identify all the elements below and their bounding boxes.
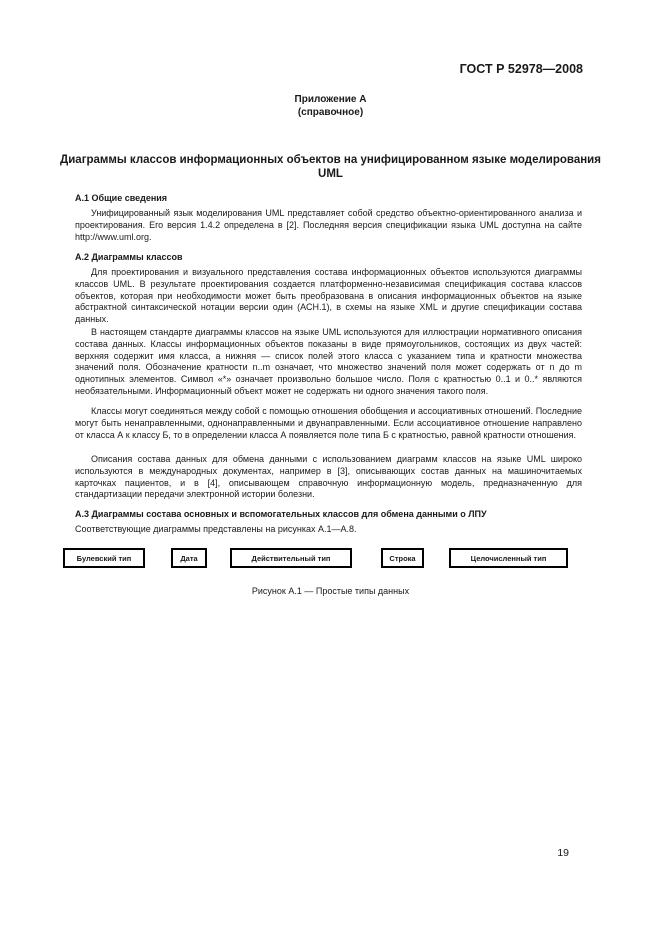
annex-heading bbox=[0, 93, 661, 119]
section-heading-a3: А.3 Диаграммы состава основных и вспомогательных классов для обмена данными о ЛПУ bbox=[75, 509, 487, 519]
paragraph-a2-2: В настоящем стандарте диаграммы классов на языке UML используются для иллюстрации нормативного описания состава данных. Классы информационных объектов показаны в виде прямоугольников, состоящих из двух частей: верхняя содержит имя класса, а нижняя — список полей этого класса с указанием типа и кратности множества значений поля. Обозначение кратности n..m означает, что множество значений поля может содержать от n до m однотипных элементов. Символ «*» означает произвольно большое число. Поля с кратностью 0..1 и 0..* являются необязательными. Информационный объект может не содержать ни одного значения такого поля. bbox=[75, 327, 582, 396]
type-box-string: Строка bbox=[381, 548, 424, 568]
document-title: Диаграммы классов информационных объектов на унифицированном языке моделирования UML bbox=[60, 154, 601, 180]
annex-title: Приложение А bbox=[294, 94, 367, 105]
type-box-boolean: Булевский тип bbox=[63, 548, 145, 568]
type-box-integer: Целочисленный тип bbox=[449, 548, 568, 568]
paragraph-a3-1: Соответствующие диаграммы представлены на рисунках А.1—А.8. bbox=[75, 524, 357, 534]
section-heading-a1: А.1 Общие сведения bbox=[75, 193, 168, 203]
simple-types-diagram bbox=[0, 548, 661, 572]
paragraph-a2-3: Классы могут соединяться между собой с помощью отношения обобщения и ассоциативных отношений. Последние могут быть ненаправленными, однонаправленными и двунаправленными. Если ассоциативное отношение направлено от класса А к классу Б, то в определении класса А появляется поле типа Б с кратностью, равной кратности отношения. bbox=[75, 406, 582, 440]
standard-designation: ГОСТ Р 52978—2008 bbox=[459, 62, 583, 76]
section-heading-a2: А.2 Диаграммы классов bbox=[75, 252, 183, 262]
paragraph-a2-1: Для проектирования и визуального представления состава информационных объектов используются диаграммы классов UML. В результате проектирования создается платформенно-независимая спецификация состава классов объектов, которая при необходимости может быть преобразована в описания информационных объектов на языке абстрактной синтаксической нотации версии один (АСН.1), в схемы на языке XML и другие спецификации состава данных. bbox=[75, 267, 582, 325]
page-number: 19 bbox=[557, 847, 569, 859]
annex-note: (справочное) bbox=[297, 107, 364, 118]
paragraph-a1-1: Унифицированный язык моделирования UML представляет собой средство объектно-ориентированного анализа и проектирования. Его версия 1.4.2 определена в [2]. Последняя версия спецификации языка UML доступна на сайте http://www.uml.org. bbox=[75, 208, 582, 242]
figure-caption: Рисунок А.1 — Простые типы данных bbox=[251, 586, 410, 596]
paragraph-a2-4: Описания состава данных для обмена данными с использованием диаграмм классов на языке UML широко используются в международных документах, например в [3], описывающих состав данных на машиночитаемых карточках пациентов, и в [4], описывающем справочную информационную модель, предназначенную для стандартизации передачи электронной истории болезни. bbox=[75, 454, 582, 500]
type-box-date: Дата bbox=[171, 548, 207, 568]
type-box-real: Действительный тип bbox=[230, 548, 352, 568]
